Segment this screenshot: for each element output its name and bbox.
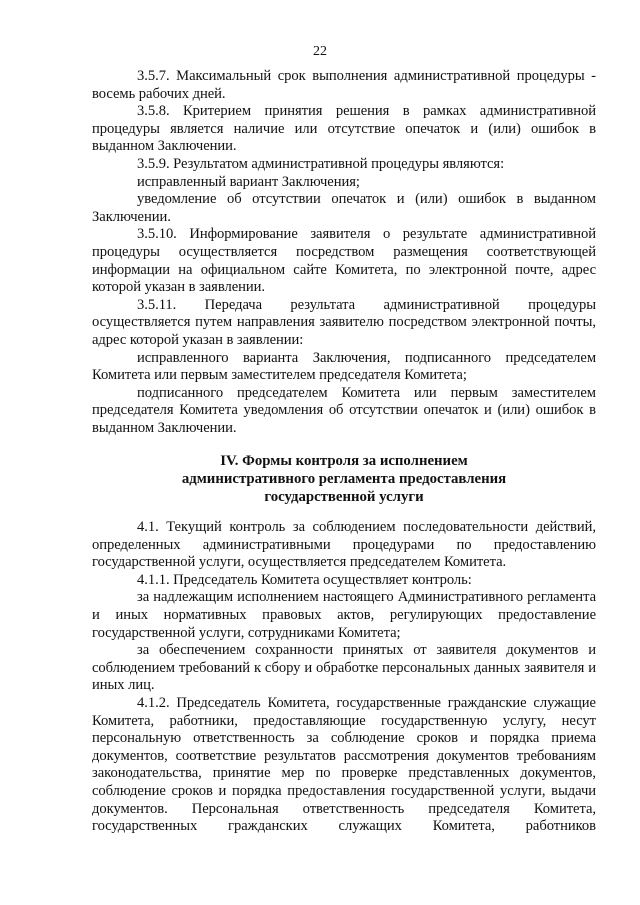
- section-4-heading-line-1: IV. Формы контроля за исполнением: [220, 453, 468, 469]
- paragraph-3-5-10: 3.5.10. Информирование заявителя о результате административной процедуры осуществляется посредством размещения соответствующей информации на официальном сайте Комитета, по электронной почте, адрес которой указан в заявлении.: [92, 226, 596, 296]
- section-4-heading-line-3: государственной услуги: [264, 489, 424, 505]
- list-item-proper-execution: за надлежащим исполнением настоящего Административного регламента и иных нормативных правовых актов, регулирующих предоставление государственной услуги, сотрудниками Комитета;: [92, 589, 596, 641]
- page-number: 22: [313, 44, 327, 59]
- paragraph-3-5-7: 3.5.7. Максимальный срок выполнения административной процедуры - восемь рабочих дней.: [92, 68, 596, 102]
- paragraph-3-5-11: 3.5.11. Передача результата административной процедуры осуществляется путем направления заявителю посредством электронной почты, адрес которой указан в заявлении:: [92, 296, 596, 348]
- list-item-corrected-conclusion: исправленного варианта Заключения, подписанного председателем Комитета или первым заместителем председателя Комитета;: [92, 349, 596, 384]
- list-item-corrected-variant: исправленный вариант Заключения;: [137, 173, 360, 190]
- paragraph-4-1: 4.1. Текущий контроль за соблюдением последовательности действий, определенных административными процедурами по предоставлению государственной услуги, осуществляется председателем Комитета.: [92, 519, 596, 571]
- section-4-text: [92, 519, 596, 836]
- paragraph-4-1-1: 4.1.1. Председатель Комитета осуществляет контроль:: [137, 571, 472, 588]
- list-item-signed-notification: подписанного председателем Комитета или первым заместителем председателя Комитета уведомления об отсутствии опечаток и (или) ошибок в выданном Заключении.: [92, 384, 596, 436]
- paragraph-3-5-8: 3.5.8. Критерием принятия решения в рамках административной процедуры является наличие или отсутствие опечаток и (или) ошибок в выданном Заключении.: [92, 103, 596, 155]
- paragraph-4-1-2: 4.1.2. Председатель Комитета, государственные гражданские служащие Комитета, работники, предоставляющие государственную услугу, несут персональную ответственность за соблюдение сроков и порядка приема документов, соответствие результатов рассмотрения документов требованиям законодательства, принятие мер по проверке представленных документов, соблюдение сроков и порядка предоставления государственной услуги, выдачи документов. Персональная ответственность председателя Комитета, государственных гражданских служащих Комитета, работников: [92, 694, 596, 835]
- paragraph-3-5-9: 3.5.9. Результатом административной процедуры являются:: [137, 155, 505, 172]
- list-item-notification: уведомление об отсутствии опечаток и (или) ошибок в выданном Заключении.: [92, 191, 596, 225]
- section-4-heading-line-2: административного регламента предоставления: [181, 471, 507, 487]
- list-item-document-safety: за обеспечением сохранности принятых от заявителя документов и соблюдением требований к сбору и обработке персональных данных заявителя и иных лиц.: [92, 642, 596, 694]
- section-4-heading: [92, 452, 596, 506]
- section-3-text: [92, 68, 596, 437]
